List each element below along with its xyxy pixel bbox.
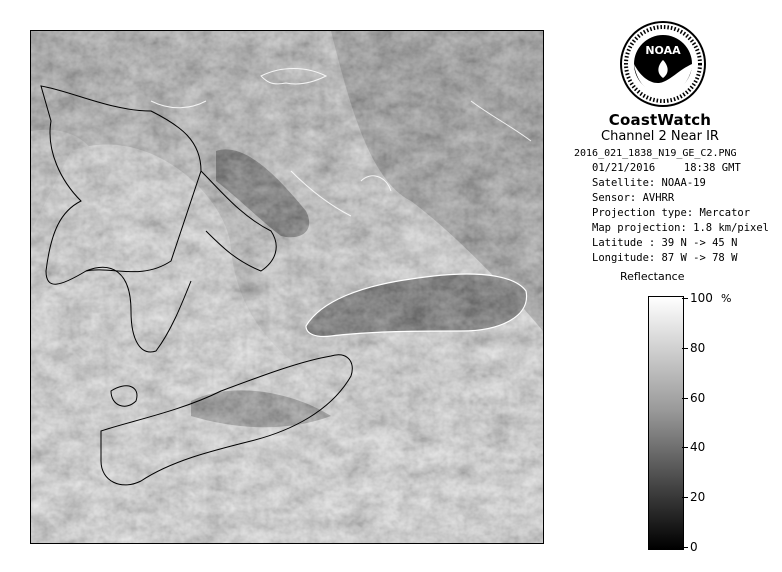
product-title: CoastWatch <box>608 111 712 129</box>
colorbar-tick <box>682 398 688 399</box>
colorbar-tick <box>682 447 688 448</box>
colorbar-tick-label: 100 <box>690 291 713 305</box>
meta-time: 18:38 GMT <box>683 162 741 174</box>
meta-latitude: Latitude : 39 N -> 45 N <box>592 237 738 249</box>
noaa-logo <box>619 20 707 108</box>
meta-projection-type: Projection type: Mercator <box>592 207 751 219</box>
satellite-image <box>30 30 544 544</box>
colorbar-tick-label: 40 <box>690 440 706 455</box>
colorbar-tick-label: 20 <box>690 490 706 505</box>
colorbar-tick <box>682 298 688 299</box>
meta-datetime <box>570 161 780 176</box>
colorbar-tick <box>682 547 688 548</box>
meta-date: 01/21/2016 <box>592 162 656 174</box>
colorbar-tick-label: 60 <box>690 390 706 405</box>
meta-filename: 2016_021_1838_N19_GE_C2.PNG <box>574 148 737 159</box>
meta-longitude: Longitude: 87 W -> 78 W <box>592 252 738 264</box>
colorbar-tick-label: 0 <box>690 540 698 554</box>
satellite-scene <box>31 31 543 543</box>
colorbar-tick <box>682 348 688 349</box>
colorbar <box>648 296 684 550</box>
colorbar-tick <box>682 497 688 498</box>
meta-satellite: Satellite: NOAA-19 <box>592 177 706 189</box>
metadata-block <box>570 146 780 266</box>
colorbar-label: Reflectance <box>620 270 685 283</box>
noaa-logo-text: NOAA <box>645 44 681 57</box>
product-channel: Channel 2 Near IR <box>601 129 719 144</box>
meta-sensor: Sensor: AVHRR <box>592 192 675 204</box>
colorbar-unit: % <box>721 292 732 305</box>
colorbar-tick-label: 80 <box>690 340 706 355</box>
meta-map-projection: Map projection: 1.8 km/pixel <box>592 222 770 234</box>
info-panel <box>560 0 782 572</box>
